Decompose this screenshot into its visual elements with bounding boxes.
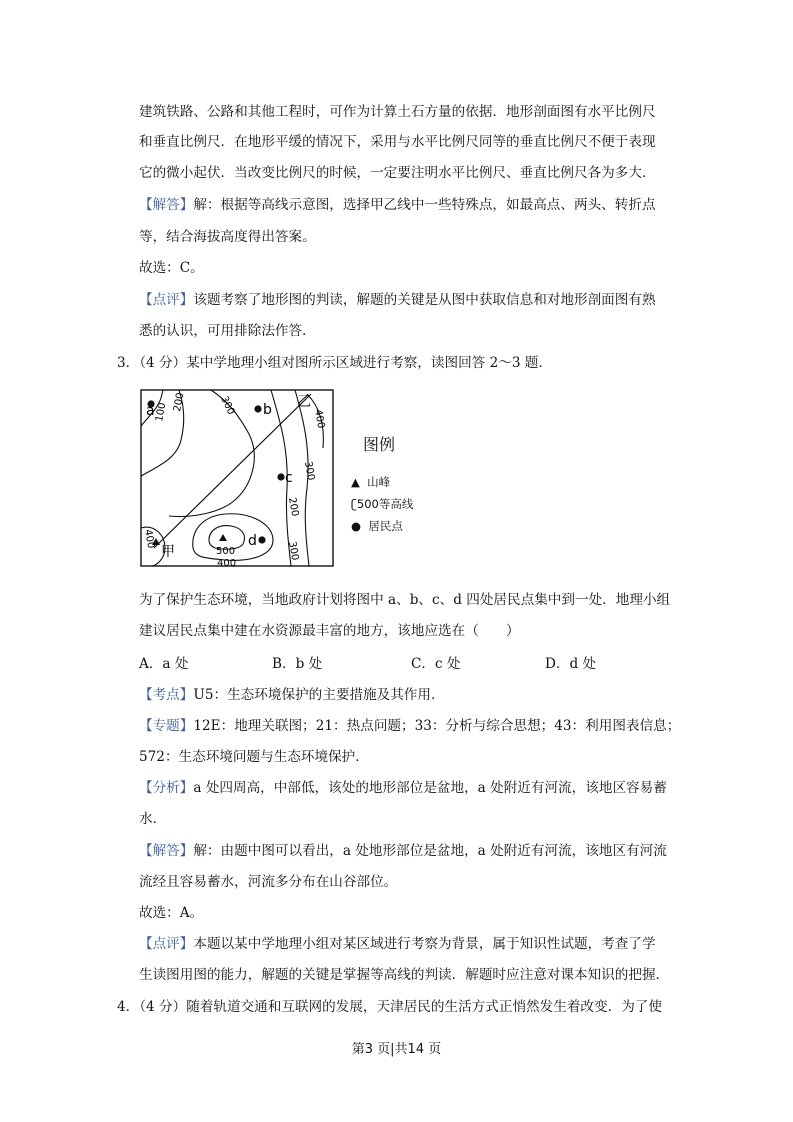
choice-line: 故选：A。 [139, 905, 204, 921]
comment-line [139, 290, 656, 310]
settlement-d [258, 536, 265, 543]
settlement-c [277, 473, 284, 480]
comment-line: 悉的认识，可用排除法作答． [139, 323, 316, 339]
topic-line: 【专题】12E：地理关联图；21：热点问题；33：分析与综合思想；43：利用图表信息； [139, 718, 681, 734]
comment-line: 【点评】本题以某中学地理小组对某区域进行考察为背景，属于知识性试题，考查了学 [139, 936, 656, 952]
contour-label: 300 [286, 540, 301, 562]
analysis-line: 【分析】a 处四周高，中部低，该处的地形部位是盆地，a 处附近有河流，该地区容易蓄 [139, 780, 667, 796]
map-frame [141, 390, 333, 566]
paragraph-line: 和垂直比例尺．在地形平缓的情况下，采用与水平比例尺同等的垂直比例尺不便于表现 [139, 134, 656, 150]
contour-label: 200 [172, 391, 187, 413]
settlement-icon: ● [351, 519, 362, 533]
peak-icon [219, 534, 227, 541]
label-d: d [248, 533, 257, 549]
contour-label: 400 [217, 558, 237, 569]
settlement-b [254, 405, 261, 412]
question-3-body: 为了保护生态环境，当地政府计划将图中 a、b、c、d 四处居民点集中到一处．地理小组 [139, 592, 671, 608]
answer-tag: 【解答】 [139, 843, 194, 859]
choice-line: 故选：C。 [139, 260, 204, 276]
contour-icon: ʗ [351, 497, 357, 511]
peak-icon: ▲ [351, 475, 360, 489]
contour-label: 400 [142, 528, 157, 550]
contour-label: 400 [312, 408, 327, 430]
option-c: C．c 处 [411, 656, 461, 672]
label-b: b [263, 402, 272, 418]
legend-peak: ▲ 山峰 [351, 475, 391, 489]
answer-tag: 【解答】 [139, 197, 194, 213]
answer-line: 等，结合海拔高度得出答案。 [139, 229, 316, 245]
paragraph-line: 建筑铁路、公路和其他工程时，可作为计算土石方量的依据．地形剖面图有水平比例尺 [139, 104, 656, 120]
contour-label: 300 [302, 460, 317, 482]
comment-line: 生读图用图的能力，解题的关键是掌握等高线的判读．解题时应注意对课本知识的把握． [139, 967, 670, 983]
label-a: a [146, 403, 155, 419]
question-4-stem: 4．（4 分）随着轨道交通和互联网的发展，天津居民的生活方式正悄然发生着改变．为了使 [117, 999, 662, 1015]
option-b: B．b 处 [272, 656, 323, 672]
answer-line [139, 195, 656, 215]
analysis-tag: 【分析】 [139, 780, 194, 796]
contour-label: 200 [286, 496, 301, 518]
contour-label: 100 [154, 401, 169, 423]
comment-tag: 【点评】 [139, 936, 194, 952]
answer-line: 流经且容易蓄水，河流多分布在山谷部位。 [139, 874, 398, 890]
label-yi: 乙 [297, 394, 311, 410]
answer-line: 【解答】解：由题中图可以看出，a 处地形部位是盆地，a 处附近有河流，该地区有河流 [139, 843, 667, 859]
page-footer: 第3 页|共14 页 [351, 1042, 442, 1057]
comment-tag: 【点评】 [139, 292, 194, 308]
legend-title: 图例 [363, 435, 396, 454]
topic-line: 572：生态环境问题与生态环境保护． [139, 749, 369, 765]
option-a: A．a 处 [139, 656, 189, 672]
contour-label: 500 [216, 546, 236, 557]
label-c: c [285, 470, 293, 486]
question-3-body: 建议居民点集中建在水资源最丰富的地方，该地应选在（ ） [139, 623, 520, 639]
legend-settlement: ● 居民点 [351, 519, 403, 533]
option-d: D．d 处 [545, 656, 597, 672]
point-line: 【考点】U5：生态环境保护的主要措施及其作用． [139, 687, 445, 703]
answer-text: 解：根据等高线示意图，选择甲乙线中一些特殊点，如最高点、两头、转折点 [193, 197, 656, 213]
analysis-line: 水． [139, 811, 167, 827]
map-legend [349, 430, 439, 540]
point-tag: 【考点】 [139, 687, 194, 703]
contour-map [139, 388, 414, 570]
question-3-stem: 3．（4 分）某中学地理小组对图所示区域进行考察，读图回答 2～3 题． [117, 355, 552, 371]
contour-label: 300 [218, 394, 237, 417]
topic-tag: 【专题】 [139, 718, 194, 734]
legend-contour: ʗ500等高线 [351, 497, 414, 511]
label-jia: 甲 [161, 544, 175, 560]
comment-text: 该题考察了地形图的判读，解题的关键是从图中获取信息和对地形剖面图有熟 [193, 292, 656, 308]
paragraph-line: 它的微小起伏．当改变比例尺的时候，一定要注明水平比例尺、垂直比例尺各为多大． [139, 165, 656, 181]
